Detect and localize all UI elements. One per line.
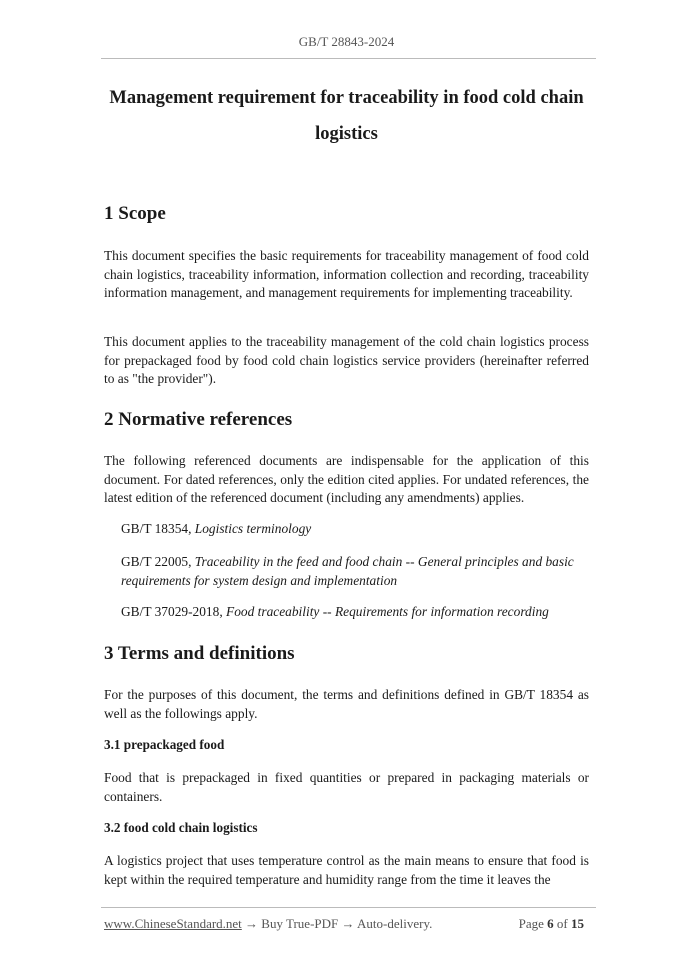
term-3-2-heading: 3.2 food cold chain logistics — [104, 820, 258, 835]
reference-title: Traceability in the feed and food chain -- General principles and basic requirements for system design and implementation — [121, 554, 574, 588]
term-3-1-heading: 3.1 prepackaged food — [104, 737, 225, 752]
footer — [104, 916, 584, 932]
title-line-1: Management requirement for traceability in food cold chain — [109, 88, 584, 108]
reference-code: GB/T 22005, — [121, 554, 195, 569]
of-label: of — [553, 916, 571, 931]
reference-item — [121, 603, 589, 622]
page-indicator — [519, 916, 584, 932]
section-terms-heading: 3 Terms and definitions — [104, 643, 295, 664]
scope-paragraph-1: This document specifies the basic requirements for traceability management of food cold chain logistics, traceability information, information collection and recording, traceability information management, and management requirements for implementing traceability. — [104, 248, 589, 301]
page-total: 15 — [571, 916, 584, 931]
term-3-1-definition: Food that is prepackaged in fixed quantities or prepared in packaging materials or containers. — [104, 770, 589, 804]
reference-title: Logistics terminology — [194, 521, 312, 536]
website-link[interactable]: www.ChineseStandard.net — [104, 916, 242, 931]
scope-paragraph-2: This document applies to the traceability management of the cold chain logistics process for prepackaged food by food cold chain logistics service providers (hereinafter referred to as "the provider"). — [104, 334, 589, 387]
reference-item — [121, 520, 589, 539]
page-number: 6 — [547, 916, 554, 931]
reference-item — [121, 553, 589, 590]
footer-promo: → Buy True-PDF → Auto-delivery. — [241, 916, 433, 931]
document-title — [80, 80, 613, 152]
normative-paragraph: The following referenced documents are indispensable for the application of this document. For dated references, only the edition cited applies. For undated references, the latest edition of the referenced document (including any amendments) applies. — [104, 453, 589, 506]
terms-paragraph: For the purposes of this document, the terms and definitions defined in GB/T 18354 as well as the followings apply. — [104, 687, 589, 721]
footer-divider — [101, 907, 596, 908]
header-doc-code: GB/T 28843-2024 — [298, 34, 395, 49]
term-3-2-definition: A logistics project that uses temperature control as the main means to ensure that food is kept within the required temperature and humidity range from the time it leaves the — [104, 853, 589, 887]
reference-code: GB/T 18354, — [121, 521, 195, 536]
header-divider — [101, 58, 596, 59]
section-scope-heading: 1 Scope — [104, 203, 166, 224]
page-label: Page — [518, 916, 548, 931]
title-line-2: logistics — [315, 124, 378, 144]
reference-code: GB/T 37029-2018, — [121, 604, 227, 619]
reference-title: Food traceability -- Requirements for information recording — [226, 604, 549, 619]
section-normative-heading: 2 Normative references — [104, 409, 293, 430]
